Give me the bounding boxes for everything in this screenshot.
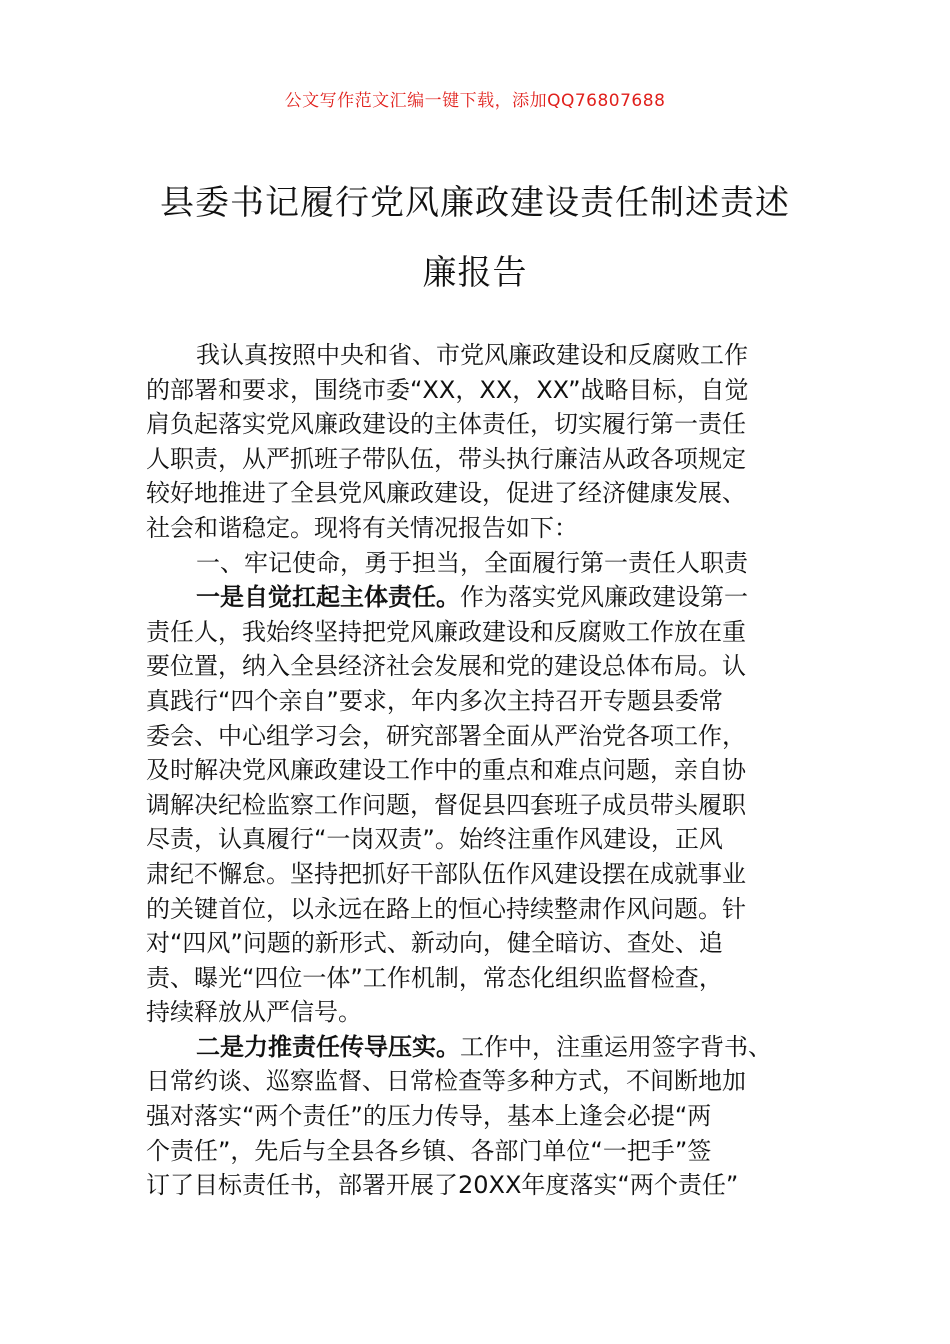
paragraph-line: 真践行“四个亲自”要求，年内多次主持召开专题县委常 — [146, 686, 723, 715]
paragraph-line: 对“四风”问题的新形式、新动向，健全暗访、查处、追 — [146, 929, 723, 958]
paragraph-line: 持续释放从严信号。 — [146, 998, 362, 1027]
paragraph-line: 强对落实“两个责任”的压力传导，基本上逢会必提“两 — [146, 1102, 712, 1131]
paragraph-1-first-line — [146, 580, 810, 615]
intro-line: 的部署和要求，围绕市委“XX，XX，XX”战略目标，自觉 — [146, 375, 749, 404]
paragraph-line: 要位置，纳入全县经济社会发展和党的建设总体布局。认 — [146, 652, 746, 681]
document-body — [146, 338, 810, 1203]
intro-line: 我认真按照中央和省、市党风廉政建设和反腐败工作 — [196, 341, 748, 369]
paragraph-2-lead: 二是力推责任传导压实。 — [196, 1032, 460, 1061]
paragraph-1-first-rest: 作为落实党风廉政建设第一 — [460, 583, 748, 612]
download-note: 公文写作范文汇编一键下载，添加QQ76807688 — [284, 91, 666, 111]
paragraph-line: 调解决纪检监察工作问题，督促县四套班子成员带头履职 — [146, 790, 746, 819]
document-title — [120, 168, 830, 308]
intro-line: 社会和谐稳定。现将有关情况报告如下： — [146, 513, 578, 542]
intro-line: 肩负起落实党风廉政建设的主体责任，切实履行第一责任 — [146, 410, 746, 439]
paragraph-line: 尽责，认真履行“一岗双责”。始终注重作风建设，正风 — [146, 825, 723, 854]
title-line-2: 廉报告 — [422, 253, 528, 293]
paragraph-1-lead: 一是自觉扛起主体责任。 — [196, 583, 460, 612]
paragraph-line: 及时解决党风廉政建设工作中的重点和难点问题，亲自协 — [146, 756, 746, 785]
section-heading: 一、牢记使命，勇于担当，全面履行第一责任人职责 — [196, 548, 748, 577]
paragraph-line: 订了目标责任书，部署开展了20XX年度落实“两个责任” — [146, 1171, 739, 1200]
paragraph-line: 肃纪不懈怠。坚持把抓好干部队伍作风建设摆在成就事业 — [146, 859, 746, 888]
paragraph-2-first-rest: 工作中，注重运用签字背书、 — [460, 1032, 772, 1061]
paragraph-line: 个责任”，先后与全县各乡镇、各部门单位“一把手”签 — [146, 1136, 712, 1165]
paragraph-line: 委会、中心组学习会，研究部署全面从严治党各项工作， — [146, 721, 746, 750]
intro-line: 人职责，从严抓班子带队伍，带头执行廉洁从政各项规定 — [146, 444, 746, 473]
paragraph-line: 日常约谈、巡察监督、日常检查等多种方式，不间断地加 — [146, 1067, 746, 1096]
paragraph-2-first-line — [146, 1030, 810, 1065]
paragraph-line: 的关键首位，以永远在路上的恒心持续整肃作风问题。针 — [146, 894, 746, 923]
intro-line: 较好地推进了全县党风廉政建设，促进了经济健康发展、 — [146, 479, 746, 508]
paragraph-line: 责、曝光“四位一体”工作机制，常态化组织监督检查， — [146, 963, 723, 992]
paragraph-line: 责任人，我始终坚持把党风廉政建设和反腐败工作放在重 — [146, 617, 746, 646]
title-line-1: 县委书记履行党风廉政建设责任制述责述 — [160, 183, 790, 223]
